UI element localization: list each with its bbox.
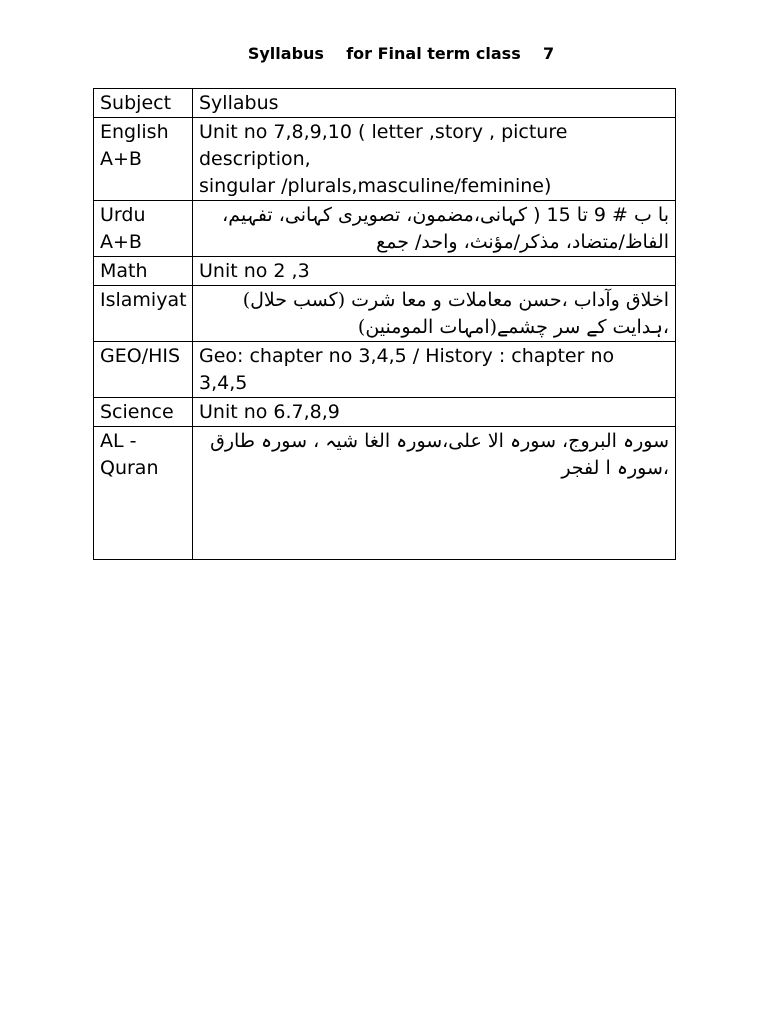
subject-name: Urdu — [100, 204, 146, 226]
syllabus-line: Unit no 7,8,9,10 ( letter ,story , picture — [199, 121, 568, 143]
subject-name: English — [100, 121, 169, 143]
syllabus-table — [93, 88, 676, 560]
subject-cell — [94, 118, 193, 201]
header-syllabus: Syllabus — [193, 89, 676, 118]
table-row-islamiyat — [94, 286, 676, 342]
table-row-geo-his — [94, 342, 676, 398]
subject-cell — [94, 201, 193, 257]
subject-name: AL - — [100, 430, 137, 452]
syllabus-cell-islamiyat: اخلاق وآداب ،حسن معاملات و معا شرت (کسب حلال) ،ہدایت کے سر چشمے(امہات المومنین) — [193, 286, 676, 342]
subject-name-cont: Quran — [100, 457, 159, 479]
table-row-quran — [94, 427, 676, 560]
page-title: Syllabus for Final term class 7 — [247, 44, 555, 63]
table-row-science — [94, 398, 676, 427]
syllabus-line: Geo: chapter no 3,4,5 / History : chapter no — [199, 345, 615, 367]
syllabus-cell: Unit no 2 ,3 — [193, 257, 676, 286]
subject-cell — [94, 427, 193, 560]
table-row-urdu — [94, 201, 676, 257]
syllabus-cell — [193, 342, 676, 398]
subject-cell: Math — [94, 257, 193, 286]
table-header-row — [94, 89, 676, 118]
subject-cell: GEO/HIS — [94, 342, 193, 398]
syllabus-cell: Unit no 6.7,8,9 — [193, 398, 676, 427]
table-row-english — [94, 118, 676, 201]
syllabus-cell-urdu: با ب # 9 تا 15 ( کہانی،مضمون، تصویری کہانی، تفہیم، الفاظ/متضاد، مذکر/مؤنث، واحد/ جمع — [193, 201, 676, 257]
header-subject: Subject — [94, 89, 193, 118]
subject-group: A+B — [100, 231, 142, 253]
syllabus-line: 3,4,5 — [199, 372, 248, 394]
syllabus-line: singular /plurals,masculine/feminine) — [199, 175, 552, 197]
subject-group: A+B — [100, 148, 142, 170]
syllabus-cell — [193, 118, 676, 201]
subject-cell: Science — [94, 398, 193, 427]
table-row-math — [94, 257, 676, 286]
subject-cell: Islamiyat — [94, 286, 193, 342]
syllabus-cell-quran: سورہ البروج، سورہ الا علی،سورہ الغا شیہ ، سورہ طارق ،سورہ ا لفجر — [193, 427, 676, 560]
syllabus-line: description, — [199, 148, 311, 170]
